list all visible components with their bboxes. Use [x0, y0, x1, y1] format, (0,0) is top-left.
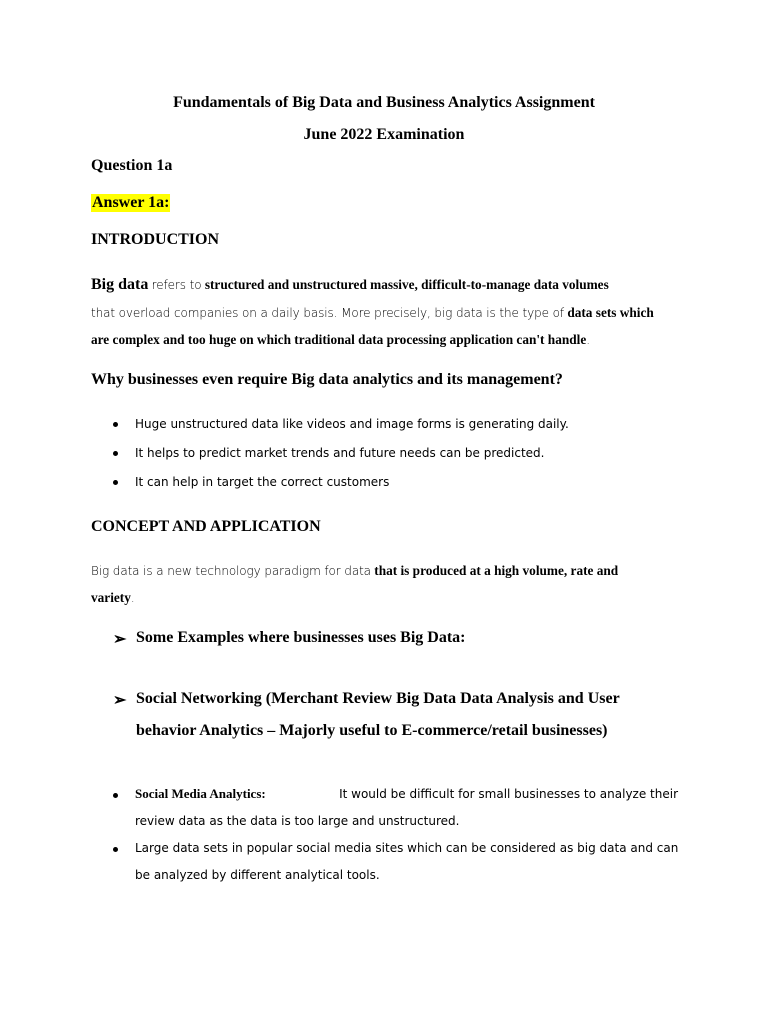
arrow-list-item: ➢ Some Examples where businesses uses Big Data: [113, 629, 466, 648]
bullet-icon [113, 793, 118, 798]
concept-heading: CONCEPT AND APPLICATION [91, 518, 321, 535]
intro-bold-3: are complex and too huge on which traditional data processing application can't handle [91, 332, 587, 347]
bullet-icon [113, 451, 118, 456]
answer-label: Answer 1a: [92, 194, 170, 211]
list-item: Large data sets in popular social media sites which can be considered as big data and can be analyzed by different analytical tools. [113, 840, 678, 894]
arrow-bullet-icon: ➢ [113, 631, 127, 648]
intro-text-3: . [586, 333, 590, 347]
intro-term: Big data [91, 276, 149, 293]
question-label: Question 1a [91, 157, 173, 174]
concept-paragraph [91, 561, 681, 608]
list-item: Social Media Analytics: It would be difficult for small businesses to analyze their review data as the data is too large and unstructured. [113, 786, 678, 840]
intro-text-2: that overload companies on a daily basis. More precisely, big data is the type of [91, 306, 564, 320]
concept-text-2: . [130, 591, 135, 605]
bullet-icon [113, 422, 118, 427]
intro-bold-1: structured and unstructured massive, difficult-to-manage data volumes [204, 277, 609, 292]
document-title: Fundamentals of Big Data and Business Analytics Assignment [173, 94, 595, 111]
concept-bold-1: that is produced at a high volume, rate and [374, 563, 619, 578]
concept-bold-2: variety [91, 590, 131, 605]
intro-text-1: refers to [151, 278, 202, 292]
intro-heading: INTRODUCTION [91, 231, 220, 248]
bullet-icon [113, 847, 118, 852]
arrow-list-item: ➢ Social Networking (Merchant Review Big Data Data Analysis and User behavior Analytics – Majorly useful to E-commerce/retail businesses) [113, 690, 620, 739]
intro-bold-2: data sets which [567, 305, 654, 320]
intro-paragraph [91, 275, 681, 350]
list-item: Huge unstructured data like videos and image forms is generating daily. [113, 416, 683, 445]
arrow-bullet-icon: ➢ [113, 692, 127, 709]
why-heading: Why businesses even require Big data analytics and its management? [91, 371, 563, 388]
list-item: It helps to predict market trends and future needs can be predicted. [113, 445, 683, 474]
list-item: It can help in target the correct customers [113, 474, 683, 503]
examples-bullet-list [113, 786, 678, 894]
bullet-icon [113, 480, 118, 485]
document-subtitle: June 2022 Examination [303, 126, 465, 143]
concept-text-1: Big data is a new technology paradigm for data [91, 564, 371, 578]
why-bullet-list [113, 416, 683, 503]
